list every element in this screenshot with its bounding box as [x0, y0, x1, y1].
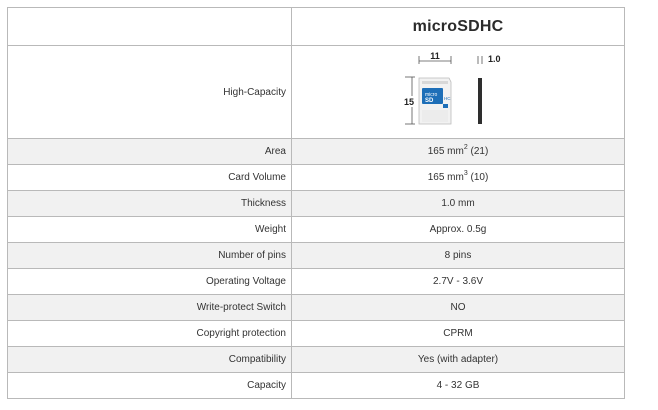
microsd-dimension-figure: [403, 52, 513, 132]
spec-label-write-protect: Write-protect Switch: [8, 295, 292, 321]
area-suffix: (21): [467, 146, 489, 157]
spec-value-capacity: 4 - 32 GB: [292, 373, 625, 399]
spec-label-compatibility: Compatibility: [8, 347, 292, 373]
spec-label-operating-voltage: Operating Voltage: [8, 269, 292, 295]
figure-cell: [292, 46, 625, 139]
area-value: 165 mm: [427, 146, 464, 157]
spec-row: [8, 165, 625, 191]
card-logo-text: SD: [425, 98, 434, 104]
area-unit-exponent: 2: [463, 143, 468, 151]
microsd-card-icon: [419, 78, 451, 124]
width-dimension-label: 11: [430, 52, 440, 61]
width-dimension: [419, 52, 451, 64]
card-volume-unit-exponent: 3: [463, 169, 468, 177]
spec-value-operating-voltage: 2.7V - 3.6V: [292, 269, 625, 295]
spec-row: [8, 139, 625, 165]
header-row: [8, 8, 625, 46]
thickness-dimension-label: 1.0: [488, 54, 501, 64]
spec-label-weight: Weight: [8, 217, 292, 243]
spec-row: [8, 217, 625, 243]
figure-row-label: High-Capacity: [8, 46, 292, 139]
spec-value-copyright-protection: CPRM: [292, 321, 625, 347]
spec-table: [7, 7, 625, 399]
spec-label-copyright-protection: Copyright protection: [8, 321, 292, 347]
spec-row: [8, 321, 625, 347]
height-dimension: [403, 77, 415, 124]
header-title: microSDHC: [292, 8, 625, 46]
spec-value-card-volume: [292, 165, 625, 191]
spec-row: [8, 243, 625, 269]
spec-value-weight: Approx. 0.5g: [292, 217, 625, 243]
thickness-dimension: [478, 54, 501, 124]
card-subtext: HC: [444, 96, 451, 101]
height-dimension-label: 15: [403, 97, 415, 107]
spec-row: [8, 295, 625, 321]
spec-value-area: [292, 139, 625, 165]
spec-label-thickness: Thickness: [8, 191, 292, 217]
spec-row: [8, 191, 625, 217]
spec-row: [8, 269, 625, 295]
spec-row: [8, 347, 625, 373]
card-volume-value: 165 mm: [427, 172, 464, 183]
spec-value-number-of-pins: 8 pins: [292, 243, 625, 269]
card-brand-text: micro: [425, 92, 438, 98]
spec-value-compatibility: Yes (with adapter): [292, 347, 625, 373]
figure-row: [8, 46, 625, 139]
spec-value-write-protect: NO: [292, 295, 625, 321]
card-volume-suffix: (10): [467, 172, 489, 183]
spec-label-capacity: Capacity: [8, 373, 292, 399]
spec-value-thickness: 1.0 mm: [292, 191, 625, 217]
spec-row: [8, 373, 625, 399]
spec-label-card-volume: Card Volume: [8, 165, 292, 191]
header-empty-cell: [8, 8, 292, 46]
spec-label-number-of-pins: Number of pins: [8, 243, 292, 269]
spec-label-area: Area: [8, 139, 292, 165]
